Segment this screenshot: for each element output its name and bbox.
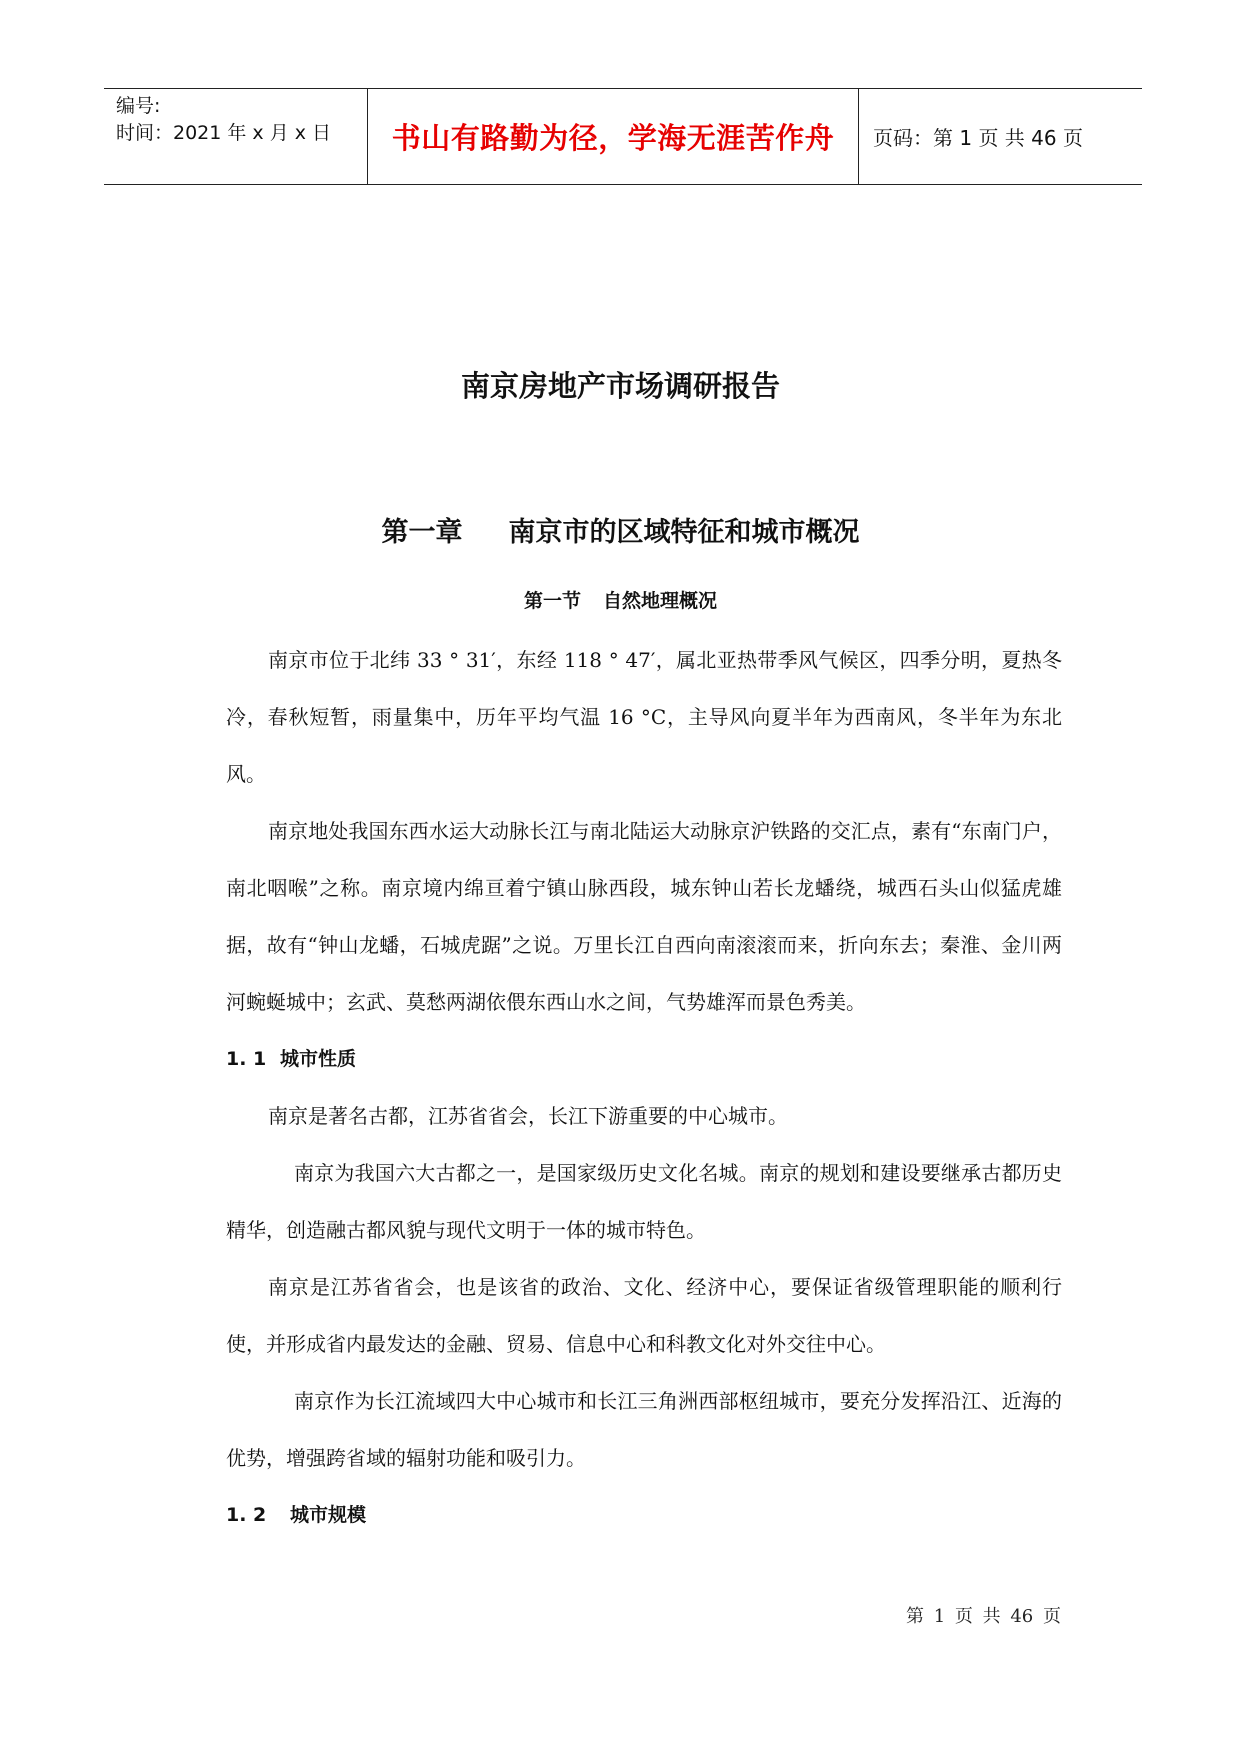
paragraph-geography: 南京地处我国东西水运大动脉长江与南北陆运大动脉京沪铁路的交汇点，素有“东南门户，南北咽喉”之称。南京境内绵亘着宁镇山脉西段，城东钟山若长龙蟠绕，城西石头山似猛虎雄据，故有“钟山龙蟠，石城虎踞”之说。万里长江自西向南滚滚而来，折向东去；秦淮、金川两河蜿蜒城中；玄武、莫愁两湖依偎东西山水之间，气势雄浑而景色秀美。 <box>226 819 1062 1014</box>
section-heading <box>0 586 1241 613</box>
paragraph-regional-center: 南京作为长江流域四大中心城市和长江三角洲西部枢纽城市，要充分发挥沿江、近海的优势，增强跨省域的辐射功能和吸引力。 <box>226 1389 1062 1470</box>
subheading-city-nature <box>226 1031 1062 1088</box>
subheading-number: 1. 1 <box>226 1048 267 1070</box>
section-title: 自然地理概况 <box>603 590 718 612</box>
header-page-label: 页码：第 1 页 共 46 页 <box>873 126 1083 150</box>
subheading-title: 城市性质 <box>280 1048 357 1070</box>
document-body <box>226 632 1062 1544</box>
header-time-label: 时间：2021 年 x 月 x 日 <box>116 122 332 144</box>
page-footer: 第 1 页 共 46 页 <box>906 1606 1061 1627</box>
subheading-city-scale <box>226 1487 1062 1544</box>
subheading-number: 1. 2 <box>226 1504 267 1526</box>
paragraph-climate: 南京市位于北纬 33 ° 31′，东经 118 ° 47′，属北亚热带季风气候区，四季分明，夏热冬冷，春秋短暂，雨量集中，历年平均气温 16 °C，主导风向夏半年为西南风，冬半年为东北风。 <box>226 648 1062 786</box>
document-header <box>104 88 1142 185</box>
document-title: 南京房地产市场调研报告 <box>460 369 780 403</box>
header-number-label: 编号: <box>116 95 161 117</box>
subheading-title: 城市规模 <box>290 1504 367 1526</box>
paragraph-ancient-capital: 南京为我国六大古都之一，是国家级历史文化名城。南京的规划和建设要继承古都历史精华，创造融古都风貌与现代文明于一体的城市特色。 <box>226 1161 1062 1242</box>
chapter-title: 南京市的区域特征和城市概况 <box>508 517 860 548</box>
header-meta-cell <box>104 89 368 184</box>
chapter-number: 第一章 <box>381 517 463 548</box>
paragraph-city-status: 南京是著名古都，江苏省省会，长江下游重要的中心城市。 <box>268 1104 788 1128</box>
paragraph-provincial-capital: 南京是江苏省省会，也是该省的政治、文化、经济中心，要保证省级管理职能的顺利行使，并形成省内最发达的金融、贸易、信息中心和科教文化对外交往中心。 <box>226 1275 1062 1356</box>
header-motto: 书山有路勤为径，学海无涯苦作舟 <box>368 89 859 184</box>
section-number: 第一节 <box>523 590 581 612</box>
chapter-heading <box>0 510 1241 549</box>
